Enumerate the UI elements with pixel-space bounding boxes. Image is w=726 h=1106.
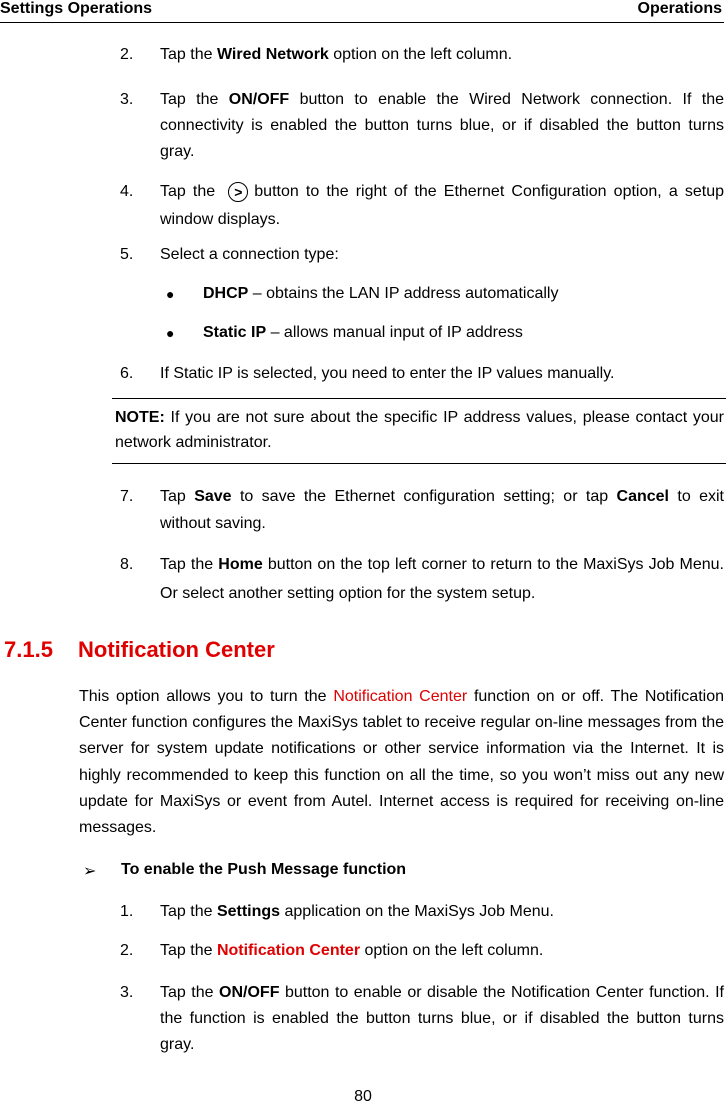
section-title: Notification Center xyxy=(78,637,275,662)
text-run: Tap the xyxy=(160,984,220,1001)
bullet-text xyxy=(203,321,523,345)
text-run: Tap the xyxy=(160,903,217,920)
step-text xyxy=(160,362,724,386)
step-text xyxy=(160,243,724,267)
page-number: 80 xyxy=(354,1088,372,1105)
page-header xyxy=(0,0,724,23)
text-run: application on the MaxiSys Job Menu. xyxy=(280,903,554,920)
text-run: Tap xyxy=(160,488,195,505)
step-number: 8. xyxy=(120,556,134,573)
note-box xyxy=(112,398,726,464)
text-run: button to enable the Wired Network connection. If the connectivity is enabled the button turns blue, or if disabled the button turns gray. xyxy=(160,91,724,160)
text-run: option on the left column. xyxy=(328,46,513,63)
step-number: 7. xyxy=(120,488,134,505)
step-number: 4. xyxy=(120,183,134,200)
bold-text: Save xyxy=(194,488,232,505)
text-run: button to enable or disable the Notification Center function. If the function is enabled the button turns blue, or if disabled the button turns gray. xyxy=(160,984,724,1053)
text-run: – obtains the LAN IP address automatically xyxy=(248,285,559,302)
bold-text: ON/OFF xyxy=(228,91,290,108)
text-run: If Static IP is selected, you need to enter the IP values manually. xyxy=(160,365,615,382)
procedure-heading-text: To enable the Push Message function xyxy=(121,861,407,878)
text-run: Tap the xyxy=(160,183,223,200)
bold-text: DHCP xyxy=(203,285,249,302)
arrow-bullet-icon: ➢ xyxy=(83,863,97,880)
text-run: This option allows you to turn the xyxy=(79,688,334,705)
step-number: 3. xyxy=(120,984,134,1001)
note-text xyxy=(115,405,724,455)
text-run: Tap the xyxy=(160,556,219,573)
bold-text: Notification Center xyxy=(216,942,361,959)
step-text xyxy=(160,550,724,608)
header-section-title: Operations xyxy=(637,0,722,17)
text-run: Tap the xyxy=(160,46,217,63)
text-run: button to the right of the Ethernet Configuration option, a setup window displays. xyxy=(160,183,724,228)
bold-text: Static IP xyxy=(203,324,267,341)
step-text xyxy=(160,939,724,963)
step-text xyxy=(160,483,724,537)
bold-text: Home xyxy=(218,556,263,573)
text-run: Select a connection type: xyxy=(160,246,339,263)
header-chapter-title: Settings Operations xyxy=(0,0,153,17)
bold-text: Cancel xyxy=(616,488,669,505)
text-run: If you are not sure about the specific IP address values, please contact your network administrator. xyxy=(115,409,724,451)
bold-text: ON/OFF xyxy=(219,984,280,1001)
bullet-dot: ● xyxy=(166,325,175,341)
step-text xyxy=(160,43,724,67)
step-text xyxy=(160,178,724,234)
section-number: 7.1.5 xyxy=(4,637,53,662)
bullet-dot: ● xyxy=(166,286,175,302)
bold-text: Settings xyxy=(216,903,281,920)
step-number: 2. xyxy=(120,942,134,959)
bold-text: Wired Network xyxy=(216,46,329,63)
step-number: 5. xyxy=(120,246,134,263)
text-run: Tap the xyxy=(160,91,229,108)
step-text xyxy=(160,87,724,165)
text-run: Tap the xyxy=(160,942,217,959)
text-run: button on the top left corner to return to the MaxiSys Job Menu. Or select another setting option for the system setup. xyxy=(160,556,724,602)
circle-arrow-right-icon: > xyxy=(228,182,248,202)
bullet-text xyxy=(203,282,558,306)
step-text xyxy=(160,980,724,1058)
step-text xyxy=(160,900,724,924)
text-run: option on the left column. xyxy=(360,942,544,959)
text-run: to save the Ethernet configuration setting; or tap xyxy=(231,488,617,505)
body-paragraph xyxy=(79,684,724,841)
bold-text: NOTE: xyxy=(115,409,165,426)
highlight-text: Notification Center xyxy=(333,688,468,705)
text-run: – allows manual input of IP address xyxy=(266,324,523,341)
text-run: function on or off. The Notification Center function configures the MaxiSys tablet to receive regular on-line messages from the server for system update notifications or other service information via the Internet. It is highly recommended to keep this function on all the time, so you won’t miss out any new update for MaxiSys or event from Autel. Internet access is required for receiving on-line messages. xyxy=(79,688,725,837)
text-run: to exit without saving. xyxy=(160,488,725,532)
step-number: 2. xyxy=(120,46,134,63)
step-number: 1. xyxy=(120,903,134,920)
step-number: 6. xyxy=(120,365,134,382)
step-number: 3. xyxy=(120,91,134,108)
